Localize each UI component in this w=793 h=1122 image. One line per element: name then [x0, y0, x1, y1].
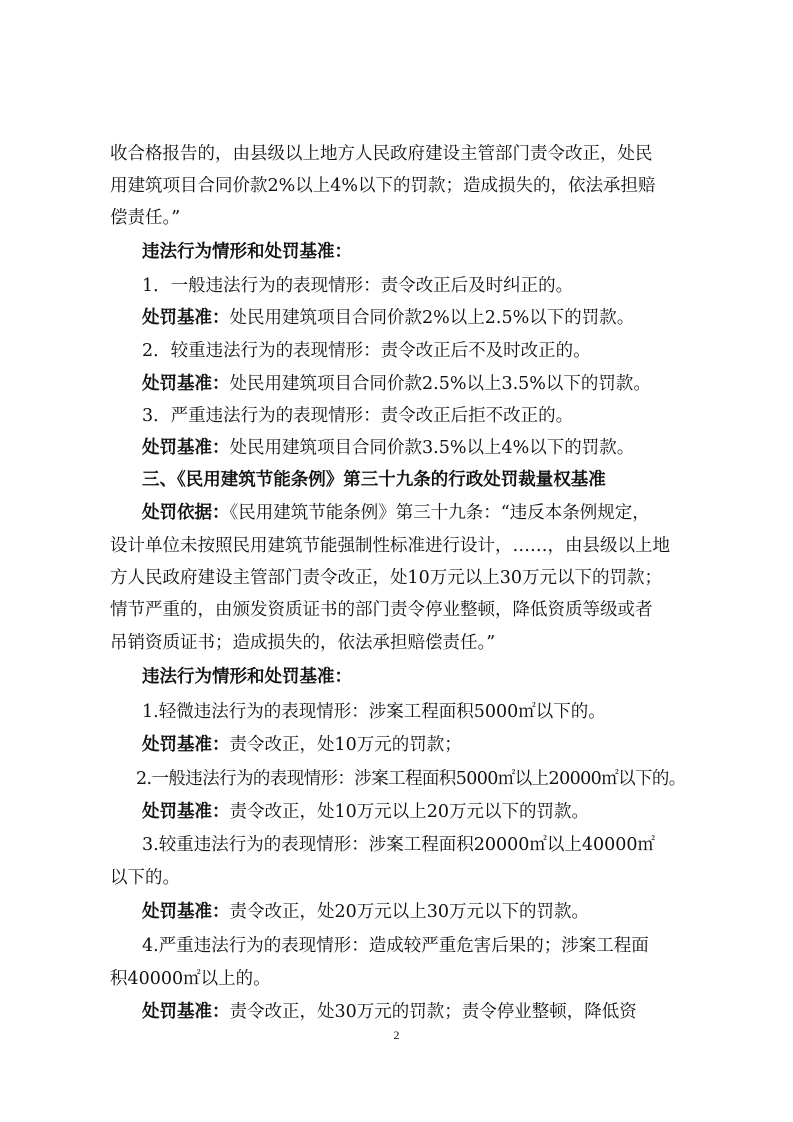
paragraph-line: 2．较重违法行为的表现情形：责令改正后不及时改正的。 — [142, 341, 591, 361]
section-subheading: 违法行为情形和处罚基准： — [142, 667, 352, 687]
penalty-basis-line — [142, 501, 722, 525]
penalty-standard-text: 责令改正，处10万元的罚款； — [229, 735, 462, 755]
paragraph-line: 方人民政府建设主管部门责令改正，处10万元以上30万元以下的罚款； — [110, 568, 663, 588]
penalty-standard-label: 处罚基准： — [142, 1002, 230, 1022]
penalty-standard-label: 处罚基准： — [142, 735, 230, 755]
penalty-standard-label: 处罚基准： — [142, 308, 230, 328]
penalty-standard-text: 责令改正，处30万元的罚款；责令停业整顿，降低资 — [229, 1002, 637, 1022]
paragraph-line: 收合格报告的，由县级以上地方人民政府建设主管部门责令改正，处民 — [110, 144, 653, 164]
penalty-standard-line — [142, 372, 722, 396]
penalty-standard-text: 处民用建筑项目合同价款3.5%以上4%以下的罚款。 — [229, 438, 635, 458]
penalty-standard-text: 处民用建筑项目合同价款2%以上2.5%以下的罚款。 — [229, 308, 635, 328]
section-subheading: 违法行为情形和处罚基准： — [142, 242, 352, 262]
paragraph-line: 1.轻微违法行为的表现情形：涉案工程面积5000㎡以下的。 — [142, 702, 606, 722]
section-heading: 三、《民用建筑节能条例》第三十九条的行政处罚裁量权基准 — [142, 470, 606, 490]
paragraph-line: 积40000㎡以上的。 — [110, 969, 271, 989]
penalty-standard-label: 处罚基准： — [142, 374, 230, 394]
paragraph-line: 吊销资质证书；造成损失的，依法承担赔偿责任。” — [110, 633, 496, 653]
page-number: 2 — [393, 1028, 400, 1042]
penalty-standard-line — [142, 800, 722, 824]
penalty-standard-label: 处罚基准： — [142, 902, 230, 922]
paragraph-line: 1．一般违法行为的表现情形：责令改正后及时纠正的。 — [142, 276, 574, 296]
paragraph-line: 用建筑项目合同价款2%以上4%以下的罚款；造成损失的，依法承担赔 — [110, 176, 656, 196]
paragraph-line: 以下的。 — [110, 868, 180, 888]
paragraph-line: 情节严重的，由颁发资质证书的部门责令停业整顿，降低资质等级或者 — [110, 600, 653, 620]
paragraph-line: 4.严重违法行为的表现情形：造成较严重危害后果的；涉案工程面 — [142, 936, 649, 956]
penalty-standard-label: 处罚基准： — [142, 802, 230, 822]
paragraph-line: 偿责任。” — [110, 208, 181, 228]
paragraph-line: 3.较重违法行为的表现情形：涉案工程面积20000㎡以上40000㎡ — [142, 835, 656, 855]
paragraph-line: 3．严重违法行为的表现情形：责令改正后拒不改正的。 — [142, 406, 574, 426]
penalty-standard-line — [142, 306, 722, 330]
paragraph-line: 设计单位未按照民用建筑节能强制性标准进行设计，……，由县级以上地 — [110, 536, 670, 556]
penalty-basis-text: 《民用建筑节能条例》第三十九条：“违反本条例规定， — [229, 503, 650, 523]
penalty-standard-line — [142, 1000, 722, 1024]
penalty-basis-label: 处罚依据： — [142, 503, 230, 523]
penalty-standard-text: 处民用建筑项目合同价款2.5%以上3.5%以下的罚款。 — [229, 374, 651, 394]
penalty-standard-line — [142, 733, 722, 757]
penalty-standard-label: 处罚基准： — [142, 438, 230, 458]
penalty-standard-text: 责令改正，处10万元以上20万元以下的罚款。 — [229, 802, 590, 822]
paragraph-line: 2.一般违法行为的表现情形：涉案工程面积5000㎡以上20000㎡以下的。 — [136, 769, 686, 789]
penalty-standard-line — [142, 900, 722, 924]
penalty-standard-line — [142, 436, 722, 460]
penalty-standard-text: 责令改正，处20万元以上30万元以下的罚款。 — [229, 902, 590, 922]
